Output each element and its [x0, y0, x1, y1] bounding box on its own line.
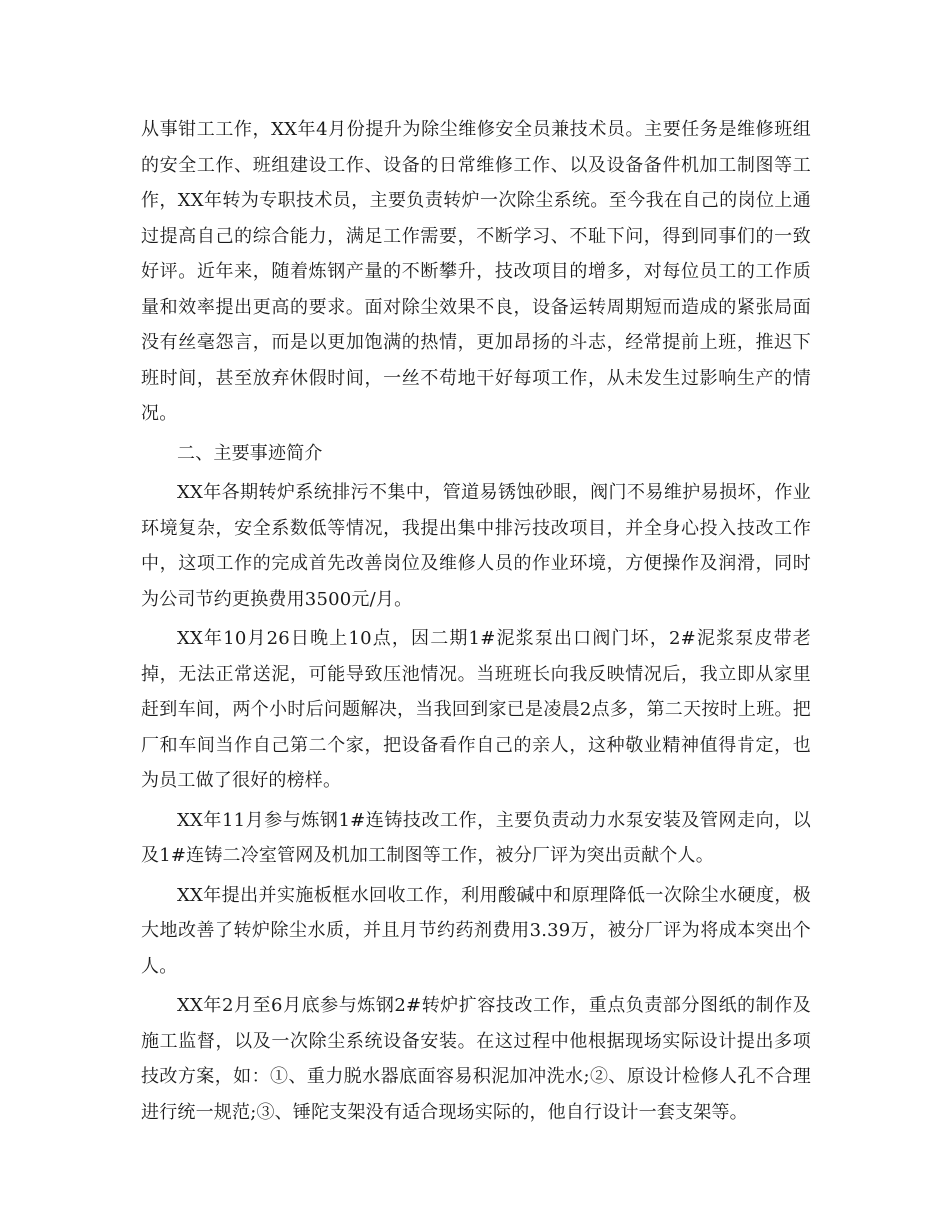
paragraph-work-history: 从事钳工工作，XX年4月份提升为除尘维修安全员兼技术员。主要任务是维修班组的安全工作、班组建设工作、设备的日常维修工作、以及设备备件机加工制图等工作，XX年转为专职技术员，主要负责转炉一次除尘系统。至今我在自己的岗位上通过提高自己的综合能力，满足工作需要，不断学习、不耻下问，得到同事们的一致好评。近年来，随着炼钢产量的不断攀升，技改项目的增多，对每位员工的工作质量和效率提出更高的要求。面对除尘效果不良，设备运转周期短而造成的紧张局面没有丝毫怨言，而是以更加饱满的热情，更加昂扬的斗志，经常提前上班，推迟下班时间，甚至放弃休假时间，一丝不苟地干好每项工作，从未发生过影响生产的情况。	[141, 119, 811, 424]
paragraph-night-repair: XX年10月26日晚上10点，因二期1#泥浆泵出口阀门坏，2#泥浆泵皮带老掉，无法正常送泥，可能导致压池情况。当班班长向我反映情况后，我立即从家里赶到车间，两个小时后问题解决，当我回到家已是凌晨2点多，第二天按时上班。把厂和车间当作自己第二个家，把设备看作自己的亲人，这种敬业精神值得肯定，也为员工做了很好的榜样。	[141, 628, 811, 791]
document-page	[141, 112, 811, 1134]
paragraph-converter-expansion: XX年2月至6月底参与炼钢2#转炉扩容技改工作，重点负责部分图纸的制作及施工监督，以及一次除尘系统设备安装。在这过程中他根据现场实际设计提出多项技改方案，如：①、重力脱水器底面容易积泥加冲洗水;②、原设计检修人孔不合理进行统一规范;③、锤陀支架没有适合现场实际的，他自行设计一套支架等。	[141, 995, 811, 1123]
paragraph-caster-retrofit: XX年11月参与炼钢1#连铸技改工作，主要负责动力水泵安装及管网走向，以及1#连铸二冷室管网及机加工制图等工作，被分厂评为突出贡献个人。	[141, 809, 811, 866]
paragraph-drainage-project: XX年各期转炉系统排污不集中，管道易锈蚀砂眼，阀门不易维护易损坏，作业环境复杂，安全系数低等情况，我提出集中排污技改项目，并全身心投入技改工作中，这项工作的完成首先改善岗位及维修人员的作业环境，方便操作及润滑，同时为公司节约更换费用3500元/月。	[141, 482, 811, 610]
section-heading-main-deeds: 二、主要事迹简介	[177, 442, 323, 464]
paragraph-water-recovery: XX年提出并实施板框水回收工作，利用酸碱中和原理降低一次除尘水硬度，极大地改善了转炉除尘水质，并且月节约药剂费用3.39万，被分厂评为将成本突出个人。	[141, 884, 811, 977]
